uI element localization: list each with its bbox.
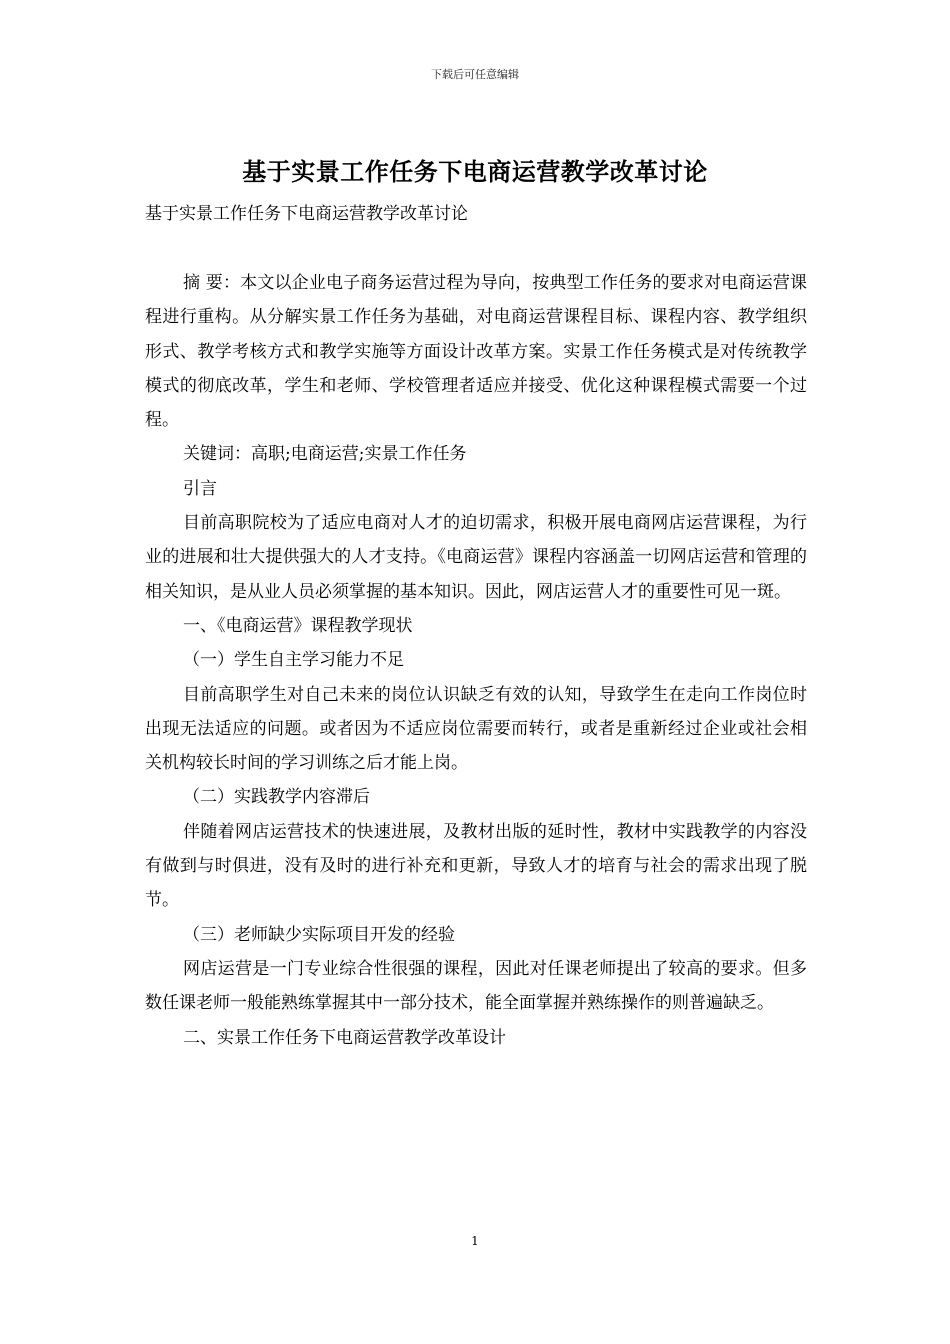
subsection-heading: （三）老师缺少实际项目开发的经验 bbox=[183, 924, 455, 945]
document-subtitle: 基于实景工作任务下电商运营教学改革讨论 bbox=[145, 204, 468, 224]
document-body bbox=[145, 266, 807, 1055]
page-header: 下载后可任意编辑 bbox=[431, 68, 519, 81]
body-paragraph: 目前高职学生对自己未来的岗位认识缺乏有效的认知，导致学生在走向工作岗位时出现无法适应的问题。或者因为不适应岗位需要而转行，或者是重新经过企业或社会相关机构较长时间的学习训练之后才能上岗。 bbox=[145, 684, 807, 774]
document-title: 基于实景工作任务下电商运营教学改革讨论 bbox=[242, 157, 708, 186]
body-paragraph: 伴随着网店运营技术的快速进展，及教材出版的延时性，教材中实践教学的内容没有做到与时俱进，没有及时的进行补充和更新，导致人才的培育与社会的需求出现了脱节。 bbox=[145, 821, 807, 911]
abstract-paragraph: 摘 要：本文以企业电子商务运营过程为导向，按典型工作任务的要求对电商运营课程进行重构。从分解实景工作任务为基础，对电商运营课程目标、课程内容、教学组织形式、教学考核方式和教学实施等方面设计改革方案。实景工作任务模式是对传统教学模式的彻底改革，学生和老师、学校管理者适应并接受、优化这种课程模式需要一个过程。 bbox=[145, 273, 807, 431]
body-paragraph: 网店运营是一门专业综合性很强的课程，因此对任课老师提出了较高的要求。但多数任课老师一般能熟练掌握其中一部分技术，能全面掌握并熟练操作的则普遍缺乏。 bbox=[145, 958, 807, 1014]
section-heading: 一、《电商运营》课程教学现状 bbox=[183, 615, 413, 636]
body-paragraph: 目前高职院校为了适应电商对人才的迫切需求，积极开展电商网店运营课程，为行业的进展和壮大提供强大的人才支持。《电商运营》课程内容涵盖一切网店运营和管理的相关知识，是从业人员必须掌握的基本知识。因此，网店运营人才的重要性可见一斑。 bbox=[145, 513, 807, 602]
subsection-heading: （一）学生自主学习能力不足 bbox=[183, 650, 404, 671]
keywords-paragraph: 关键词：高职;电商运营;实景工作任务 bbox=[183, 444, 467, 465]
section-heading-introduction: 引言 bbox=[183, 478, 217, 499]
section-heading: 二、实景工作任务下电商运营教学改革设计 bbox=[183, 1027, 506, 1048]
page-number: 1 bbox=[471, 1234, 479, 1248]
subsection-heading: （二）实践教学内容滞后 bbox=[183, 787, 370, 808]
